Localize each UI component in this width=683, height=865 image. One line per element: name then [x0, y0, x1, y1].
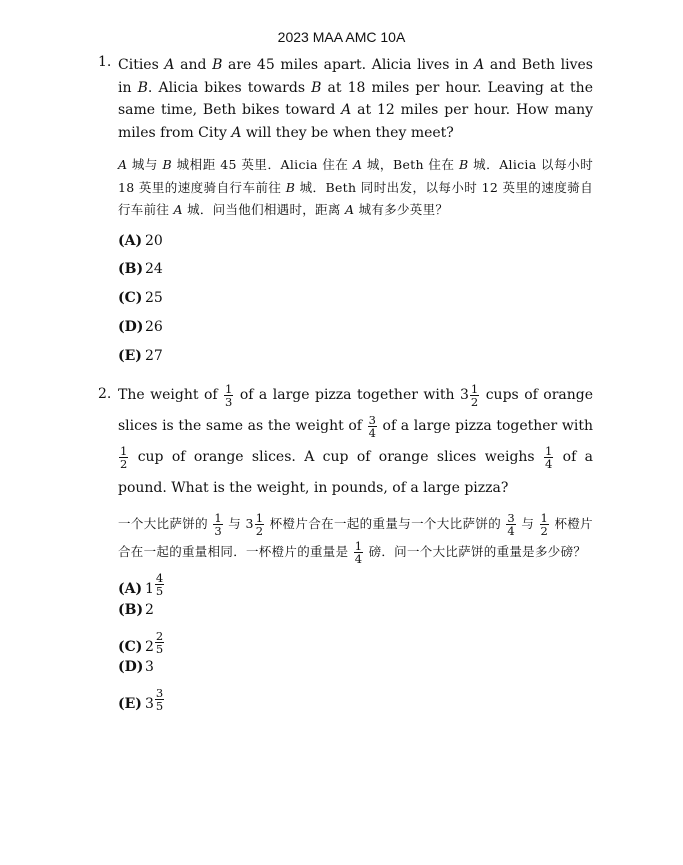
problem-text-zh: A 城与 B 城相距 45 英里．Alicia 住在 A 城，Beth 住在 B 城．Alicia 以每小时 18 英里的速度骑自行车前往 B 城．Beth 同时出发，以每小时 12 英里的速度骑自行车前往 A 城．问当他们相遇时，距离 A 城有多少英里？	[118, 157, 594, 217]
problem-2	[98, 380, 593, 716]
choice-a[interactable]: (A) 20	[118, 232, 163, 249]
choice-d[interactable]: (D) 26	[118, 318, 163, 335]
problem-text-en: Cities A and B are 45 miles apart. Alicia lives in A and Beth lives in B. Alicia bikes towards B at 18 miles per hour. Leaving at the same time, Beth bikes toward A at 12 miles per hour. How many miles from City A will they be when they meet?	[118, 57, 593, 141]
page-title: 2023 MAA AMC 10A	[277, 29, 406, 45]
choice-b[interactable]: (B) 24	[118, 261, 163, 278]
choice-e[interactable]: (E) 3 $\frac{3}{5}$	[118, 686, 164, 714]
choice-b[interactable]: (B) 2	[118, 601, 154, 618]
answer-choices	[118, 232, 593, 376]
choice-e[interactable]: (E) 27	[118, 347, 163, 364]
problem-1	[98, 54, 593, 375]
choice-c[interactable]: (C) 25	[118, 290, 163, 307]
problem-text-zh: 一个大比萨饼的 $\frac{1}{3}$ 与 3 $\frac{1}{2}$ 杯橙片合在一起的重量与一个大比萨饼的 $\frac{3}{4}$ 与 $\frac{1}{2}$ 杯橙片合在一起的重量相同．一杯橙片的重量是 $\frac{1}{4}$ 磅．问一个大比萨饼的重量是多少磅？	[118, 511, 593, 566]
problem-number: 2.	[98, 386, 112, 402]
choice-d[interactable]: (D) 3	[118, 659, 154, 676]
answer-choices	[118, 572, 593, 716]
fraction: $\frac{1}{3}$	[225, 381, 233, 409]
problem-text-en: The weight of $\frac{1}{3}$ of a large pizza together with 3 $\frac{1}{2}$ cups of orange slices is the same as the weight of $\frac{3}{4}$ of a large pizza together with $\frac{1}{2}$ cup of orange slices. A cup of orange slices weighs $\frac{1}{4}$ of a pound. What is the weight, in pounds, of a large pizza?	[118, 381, 594, 496]
choice-c[interactable]: (C) 2 $\frac{2}{5}$	[118, 628, 164, 656]
choice-a[interactable]: (A) 1 $\frac{4}{5}$	[118, 571, 164, 598]
fraction: $\frac{1}{4}$	[544, 443, 553, 471]
problem-number: 1.	[98, 54, 112, 70]
fraction: $\frac{3}{4}$	[368, 412, 376, 440]
mixed-number: 3 $\frac{1}{2}$	[459, 381, 479, 409]
fraction: $\frac{1}{2}$	[120, 443, 128, 471]
